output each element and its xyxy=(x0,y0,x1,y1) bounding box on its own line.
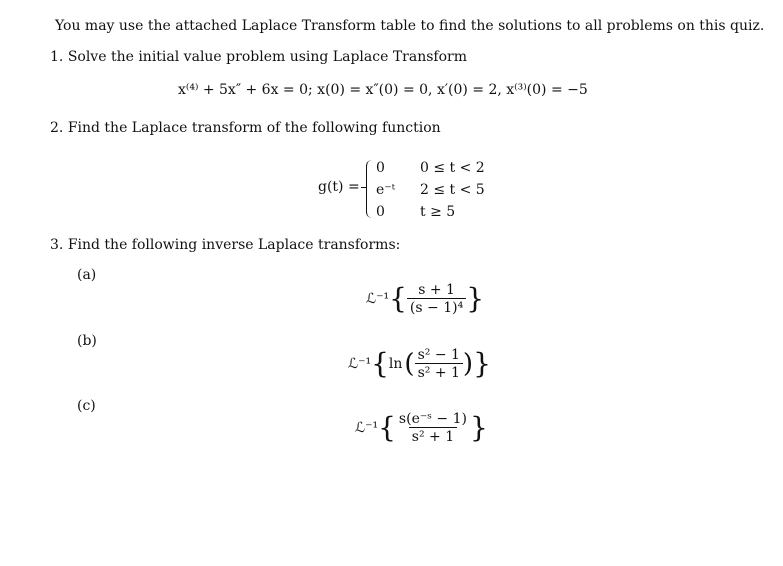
piece-row xyxy=(376,183,485,197)
ivp-equation: x⁽⁴⁾ + 5x″ + 6x = 0; x(0) = x″(0) = 0, x′(0) = 2, x⁽³⁾(0) = −5 xyxy=(178,82,588,98)
left-paren: ( xyxy=(404,349,415,379)
denominator: (s − 1)⁴ xyxy=(407,298,466,315)
problem-3 xyxy=(50,238,400,252)
piecewise-brace xyxy=(366,160,375,218)
numerator: s + 1 xyxy=(418,282,455,298)
piecewise-brace-tip xyxy=(361,187,367,188)
function-name: g(t) = xyxy=(318,179,360,195)
piece-condition: 2 ≤ t < 5 xyxy=(420,182,485,198)
right-brace: } xyxy=(466,282,485,315)
problem-number: 2. xyxy=(50,120,64,136)
problem-text: Find the Laplace transform of the following function xyxy=(67,120,441,136)
part-label-c: (c) xyxy=(77,398,96,414)
left-brace: { xyxy=(371,347,389,380)
fraction xyxy=(407,283,466,315)
piecewise-function xyxy=(318,158,498,222)
ln-function: ln xyxy=(388,356,403,372)
numerator: s² − 1 xyxy=(417,347,460,363)
piece-value: 0 xyxy=(376,160,385,176)
piece-row xyxy=(376,205,455,219)
part-label-a: (a) xyxy=(77,267,97,283)
problem-number: 3. xyxy=(50,237,64,253)
right-paren: ) xyxy=(462,349,474,379)
inverse-laplace-c xyxy=(355,412,488,444)
piece-value: 0 xyxy=(376,204,385,220)
left-brace: { xyxy=(389,282,407,315)
fraction xyxy=(415,348,463,380)
right-brace: } xyxy=(469,411,488,444)
problem-2 xyxy=(50,121,441,135)
problem-1 xyxy=(50,50,467,64)
piece-condition: 0 ≤ t < 2 xyxy=(420,160,485,176)
laplace-operator: ℒ⁻¹ xyxy=(355,420,379,436)
left-brace: { xyxy=(378,411,396,444)
piece-value: e⁻ᵗ xyxy=(376,182,396,198)
problem-text: Solve the initial value problem using Laplace Transform xyxy=(67,49,467,65)
denominator: s² + 1 xyxy=(415,363,463,380)
right-brace: } xyxy=(473,347,491,380)
part-label-b: (b) xyxy=(77,333,97,349)
piece-row xyxy=(376,161,485,175)
problem-number: 1. xyxy=(50,49,64,65)
inverse-laplace-a xyxy=(366,283,484,315)
inverse-laplace-b xyxy=(348,348,491,380)
problem-text: Find the following inverse Laplace transforms: xyxy=(67,237,401,253)
numerator: s(e⁻ˢ − 1) xyxy=(398,411,467,427)
fraction xyxy=(396,412,470,444)
intro-text: You may use the attached Laplace Transform table to find the solutions to all problems on this quiz. xyxy=(55,18,765,34)
laplace-operator: ℒ⁻¹ xyxy=(366,291,390,307)
denominator: s² + 1 xyxy=(409,427,457,444)
laplace-operator: ℒ⁻¹ xyxy=(348,356,372,372)
piece-condition: t ≥ 5 xyxy=(420,204,456,220)
